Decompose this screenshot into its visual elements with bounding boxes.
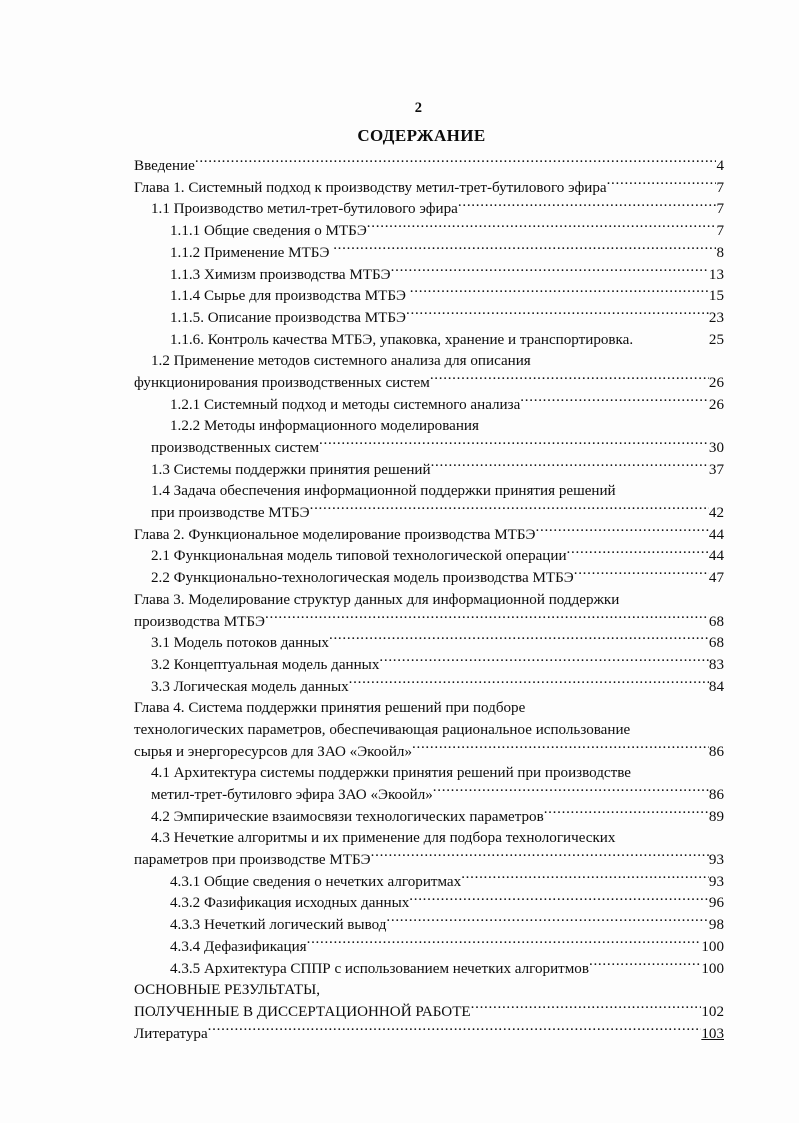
toc-dot-leader: [574, 567, 709, 582]
toc-dot-leader: [544, 806, 709, 821]
toc-entry[interactable]: [134, 1023, 724, 1045]
toc-entry[interactable]: [134, 979, 724, 1001]
table-of-contents: [134, 155, 724, 1044]
toc-dot-leader: [461, 871, 709, 886]
toc-entry-page-number: 23: [708, 309, 724, 326]
toc-entry[interactable]: [134, 459, 724, 481]
toc-entry-page-number: 47: [708, 570, 724, 587]
toc-entry-page-number: 26: [708, 396, 724, 413]
toc-entry-page-number: 8: [716, 244, 724, 261]
toc-entry-label: Введение: [134, 158, 195, 175]
toc-entry-label: 3.3 Логическая модель данных: [151, 678, 349, 695]
toc-entry-page-number: 15: [708, 288, 724, 305]
toc-dot-leader: [406, 307, 709, 322]
toc-dot-leader: [525, 697, 724, 712]
toc-entry[interactable]: [134, 719, 724, 741]
toc-entry-label: 4.2 Эмпирические взаимосвязи технологических параметров: [151, 808, 544, 825]
toc-dot-leader: [333, 242, 716, 257]
toc-entry[interactable]: [134, 242, 724, 264]
toc-entry-label: 4.3 Нечеткие алгоритмы и их применение для подбора технологических: [151, 830, 616, 847]
toc-entry-page-number: 44: [708, 526, 724, 543]
toc-entry-page-number: 68: [708, 635, 724, 652]
toc-dot-leader: [320, 979, 724, 994]
toc-entry-label: 2.1 Функциональная модель типовой технологической операции: [151, 548, 567, 565]
toc-dot-leader: [458, 198, 717, 213]
toc-entry-page-number: 93: [708, 873, 724, 890]
toc-dot-leader: [616, 480, 724, 495]
toc-dot-leader: [367, 220, 717, 235]
toc-entry-label: технологических параметров, обеспечивающая рациональное использование: [134, 721, 631, 738]
toc-entry-label: 1.1.6. Контроль качества МТБЭ, упаковка, хранение и транспортировка.: [170, 331, 634, 348]
toc-entry-page-number: 13: [708, 266, 724, 283]
toc-dot-leader: [615, 827, 724, 842]
toc-dot-leader: [567, 545, 709, 560]
toc-entry-page-number: 7: [716, 179, 724, 196]
toc-entry-label: Глава 3. Моделирование структур данных для информационной поддержки: [134, 591, 620, 608]
toc-entry-page-number: 100: [701, 938, 724, 955]
toc-dot-leader: [630, 719, 724, 734]
toc-entry[interactable]: [134, 524, 724, 546]
toc-entry-page-number: 86: [708, 743, 724, 760]
toc-dot-leader: [310, 502, 709, 517]
toc-entry-page-number: 83: [708, 656, 724, 673]
toc-entry-label: 1.1.4 Сырье для производства МТБЭ: [170, 288, 406, 305]
toc-entry[interactable]: [134, 784, 724, 806]
toc-dot-leader: [631, 762, 724, 777]
toc-dot-leader: [329, 632, 709, 647]
toc-entry[interactable]: [134, 654, 724, 676]
toc-entry[interactable]: [134, 957, 724, 979]
toc-entry[interactable]: [134, 632, 724, 654]
toc-entry-page-number: 100: [701, 960, 724, 977]
toc-dot-leader: [479, 415, 724, 430]
toc-entry-label: Глава 1. Системный подход к производству метил-трет-бутилового эфира: [134, 179, 607, 196]
toc-dot-leader: [195, 155, 717, 170]
toc-entry-label: функционирования производственных систем: [134, 374, 430, 391]
toc-entry[interactable]: [134, 437, 724, 459]
toc-entry-page-number: 103: [701, 1025, 724, 1042]
toc-entry[interactable]: [134, 697, 724, 719]
toc-entry-page-number: 84: [708, 678, 724, 695]
toc-entry[interactable]: [134, 307, 724, 329]
toc-entry-label: 4.3.1 Общие сведения о нечетких алгоритмах: [170, 873, 462, 890]
toc-entry-label: 1.1.3 Химизм производства МТБЭ: [170, 266, 391, 283]
toc-entry-page-number: 4: [716, 158, 724, 175]
toc-entry-page-number: 96: [708, 895, 724, 912]
toc-dot-leader: [471, 1001, 702, 1016]
toc-entry-page-number: 42: [708, 505, 724, 522]
toc-entry-label: 1.1.1 Общие сведения о МТБЭ: [170, 223, 367, 240]
toc-dot-leader: [607, 177, 717, 192]
toc-entry-label: производственных систем: [151, 440, 319, 457]
toc-entry[interactable]: [134, 155, 724, 177]
toc-entry[interactable]: [134, 762, 724, 784]
toc-entry[interactable]: [134, 177, 724, 199]
toc-dot-leader: [307, 936, 702, 951]
toc-entry-page-number: 37: [708, 461, 724, 478]
toc-dot-leader: [410, 285, 709, 300]
toc-entry[interactable]: [134, 914, 724, 936]
page-title: [0, 126, 799, 146]
toc-entry[interactable]: [134, 589, 724, 611]
toc-entry-page-number: 102: [701, 1003, 724, 1020]
toc-dot-leader: [633, 329, 709, 344]
page-title-text: СОДЕРЖАНИЕ: [357, 126, 486, 145]
toc-entry-page-number: 89: [708, 808, 724, 825]
toc-dot-leader: [531, 350, 724, 365]
toc-entry-label: 2.2 Функционально-технологическая модель производства МТБЭ: [151, 570, 574, 587]
toc-dot-leader: [386, 914, 709, 929]
toc-entry[interactable]: [134, 871, 724, 893]
toc-entry[interactable]: [134, 394, 724, 416]
toc-entry-label: 1.1.5. Описание производства МТБЭ: [170, 309, 406, 326]
toc-entry[interactable]: [134, 545, 724, 567]
toc-entry-label: Литература: [134, 1025, 208, 1042]
toc-dot-leader: [412, 741, 709, 756]
toc-entry-label: производства МТБЭ: [134, 613, 265, 630]
toc-entry-label: ПОЛУЧЕННЫЕ В ДИССЕРТАЦИОННОЙ РАБОТЕ: [134, 1003, 471, 1020]
toc-entry-label: 4.3.3 Нечеткий логический вывод: [170, 917, 387, 934]
toc-entry[interactable]: [134, 285, 724, 307]
toc-entry-label: Глава 4. Система поддержки принятия решений при подборе: [134, 700, 526, 717]
toc-entry[interactable]: [134, 415, 724, 437]
toc-dot-leader: [520, 394, 709, 409]
toc-entry-page-number: 98: [708, 917, 724, 934]
toc-dot-leader: [589, 957, 701, 972]
toc-entry[interactable]: [134, 329, 724, 351]
toc-dot-leader: [265, 610, 709, 625]
toc-entry-page-number: 30: [708, 440, 724, 457]
toc-entry[interactable]: [134, 198, 724, 220]
toc-entry-label: 1.1.2 Применение МТБЭ: [170, 244, 330, 261]
toc-entry[interactable]: [134, 263, 724, 285]
toc-entry-page-number: 68: [708, 613, 724, 630]
toc-entry[interactable]: [134, 502, 724, 524]
toc-entry[interactable]: [134, 480, 724, 502]
toc-entry-page-number: 7: [716, 201, 724, 218]
toc-dot-leader: [430, 372, 709, 387]
toc-dot-leader: [349, 676, 709, 691]
toc-entry-label: сырья и энергоресурсов для ЗАО «Экоойл»: [134, 743, 413, 760]
toc-entry[interactable]: [134, 220, 724, 242]
toc-entry[interactable]: [134, 350, 724, 372]
toc-entry[interactable]: [134, 936, 724, 958]
toc-entry-page-number: 26: [708, 374, 724, 391]
toc-entry-page-number: 7: [716, 223, 724, 240]
toc-dot-leader: [619, 589, 724, 604]
toc-entry-label: 1.2.2 Методы информационного моделирования: [170, 418, 479, 435]
toc-entry-label: параметров при производстве МТБЭ: [134, 852, 371, 869]
toc-entry-label: 1.4 Задача обеспечения информационной поддержки принятия решений: [151, 483, 616, 500]
toc-dot-leader: [379, 654, 709, 669]
toc-entry[interactable]: [134, 741, 724, 763]
toc-entry-label: 4.3.5 Архитектура СППР с использованием нечетких алгоритмов: [170, 960, 589, 977]
toc-entry-label: 4.3.2 Фазификация исходных данных: [170, 895, 410, 912]
toc-dot-leader: [371, 849, 709, 864]
toc-entry[interactable]: [134, 806, 724, 828]
toc-entry[interactable]: [134, 827, 724, 849]
running-page-number: [0, 100, 799, 117]
toc-entry-label: 1.2.1 Системный подход и методы системного анализа: [170, 396, 521, 413]
toc-entry-label: Глава 2. Функциональное моделирование производства МТБЭ: [134, 526, 536, 543]
toc-entry-label: 1.3 Системы поддержки принятия решений: [151, 461, 431, 478]
toc-entry[interactable]: [134, 372, 724, 394]
toc-entry-label: 1.1 Производство метил-трет-бутилового эфира: [151, 201, 458, 218]
toc-entry-label: 3.1 Модель потоков данных: [151, 635, 329, 652]
toc-entry[interactable]: [134, 892, 724, 914]
toc-entry-page-number: 93: [708, 852, 724, 869]
toc-entry-page-number: 86: [708, 787, 724, 804]
toc-dot-leader: [536, 524, 709, 539]
toc-dot-leader: [409, 892, 709, 907]
toc-entry[interactable]: [134, 1001, 724, 1023]
toc-dot-leader: [431, 459, 709, 474]
toc-entry-label: 4.1 Архитектура системы поддержки принятия решений при производстве: [151, 765, 631, 782]
toc-entry-label: при производстве МТБЭ: [151, 505, 310, 522]
toc-dot-leader: [319, 437, 709, 452]
toc-dot-leader: [208, 1023, 702, 1038]
toc-dot-leader: [391, 263, 709, 278]
toc-entry-label: 1.2 Применение методов системного анализа для описания: [151, 353, 531, 370]
toc-entry[interactable]: [134, 567, 724, 589]
toc-entry[interactable]: [134, 610, 724, 632]
toc-entry[interactable]: [134, 849, 724, 871]
folio-value: 2: [414, 100, 423, 116]
toc-entry-label: ОСНОВНЫЕ РЕЗУЛЬТАТЫ,: [134, 982, 321, 999]
toc-entry-label: метил-трет-бутиловго эфира ЗАО «Экоойл»: [151, 787, 433, 804]
toc-entry-label: 4.3.4 Дефазификация: [170, 938, 307, 955]
toc-entry-label: 3.2 Концептуальная модель данных: [151, 656, 380, 673]
toc-entry-page-number: 44: [708, 548, 724, 565]
toc-entry[interactable]: [134, 676, 724, 698]
toc-dot-leader: [433, 784, 709, 799]
toc-entry-page-number: 25: [708, 331, 724, 348]
